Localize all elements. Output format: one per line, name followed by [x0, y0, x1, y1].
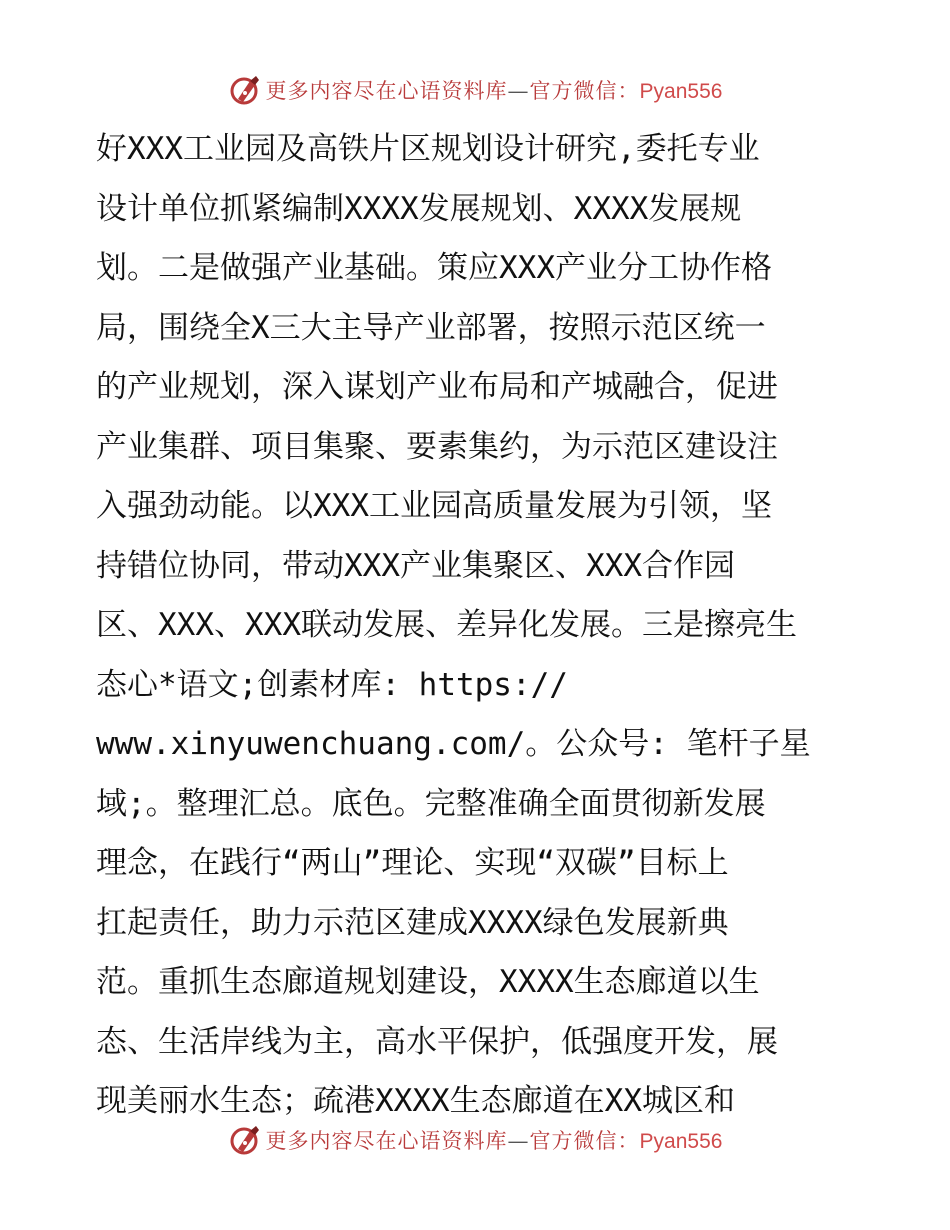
banner-wechat-id: Pyan556: [639, 80, 723, 103]
banner-text: [266, 1125, 723, 1155]
text-line: www.xinyuwenchuang.com/。公众号: 笔杆子星: [96, 726, 811, 762]
header-banner: [0, 70, 950, 110]
text-line: 现美丽水生态；疏港XXXX生态廊道在XX城区和: [96, 1083, 735, 1119]
text-line: 态、生活岸线为主，高水平保护，低强度开发，展: [96, 1023, 778, 1060]
banner-wechat-label: 官方微信：: [529, 1129, 640, 1153]
pen-nib-logo-icon: [228, 73, 262, 107]
document-body: [96, 120, 866, 1132]
banner-main-text: 更多内容尽在心语资料库: [265, 1129, 508, 1153]
banner-wechat-label: 官方微信：: [529, 79, 640, 103]
banner-text: [266, 75, 723, 105]
pen-nib-logo-icon: [228, 1123, 262, 1157]
text-line: 局，围绕全X三大主导产业部署，按照示范区统一: [96, 309, 766, 346]
banner-wechat-id: Pyan556: [639, 1130, 723, 1153]
banner-main-text: 更多内容尽在心语资料库: [265, 79, 508, 103]
footer-banner: [0, 1120, 950, 1160]
text-line: 入强劲动能。以XXX工业园高质量发展为引领，坚: [96, 488, 772, 524]
text-line: 范。重抓生态廊道规划建设，XXXX生态廊道以生: [96, 964, 760, 1000]
text-line: 持错位协同，带动XXX产业集聚区、XXX合作园: [96, 547, 735, 584]
text-line: 域;。整理汇总。底色。完整准确全面贯彻新发展: [96, 785, 766, 822]
text-line: 产业集群、项目集聚、要素集约，为示范区建设注: [96, 428, 778, 465]
text-line: 态心*语文;创素材库: https://: [96, 666, 568, 703]
text-line: 好XXX工业园及高铁片区规划设计研究,委托专业: [96, 131, 760, 167]
text-line: 理念，在践行“两山”理论、实现“双碳”目标上: [96, 845, 729, 881]
text-line: 划。二是做强产业基础。策应XXX产业分工协作格: [96, 250, 772, 286]
banner-dash: —: [507, 79, 530, 103]
text-line: 扛起责任，助力示范区建成XXXX绿色发展新典: [96, 904, 729, 941]
text-line: 的产业规划，深入谋划产业布局和产城融合，促进: [96, 369, 778, 405]
text-line: 设计单位抓紧编制XXXX发展规划、XXXX发展规: [96, 190, 742, 227]
banner-dash: —: [507, 1129, 530, 1153]
text-line: 区、XXX、XXX联动发展、差异化发展。三是擦亮生: [96, 607, 797, 643]
